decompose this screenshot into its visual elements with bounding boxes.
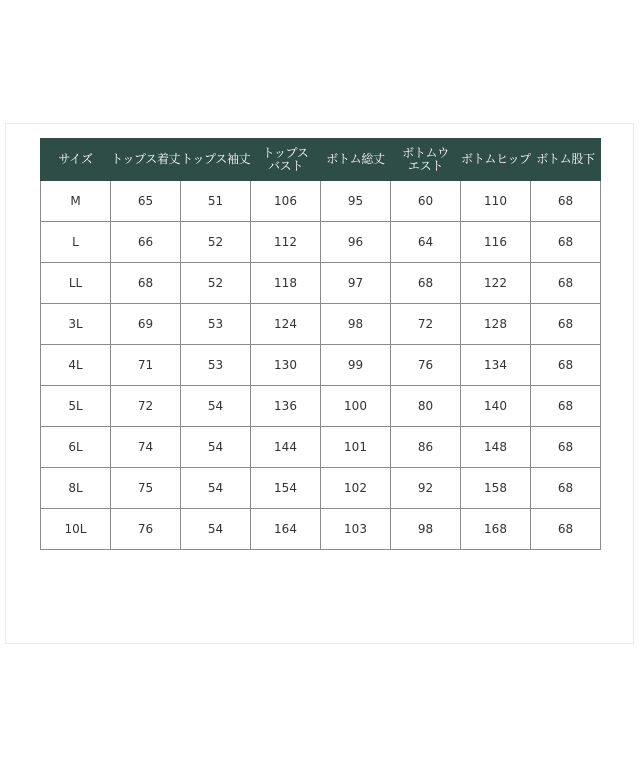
- cell-tops-sleeve: 54: [181, 427, 251, 468]
- cell-bottom-waist: 64: [391, 222, 461, 263]
- cell-tops-sleeve: 52: [181, 222, 251, 263]
- cell-tops-bust: 118: [251, 263, 321, 304]
- cell-tops-sleeve: 53: [181, 345, 251, 386]
- cell-size: 5L: [41, 386, 111, 427]
- cell-size: 4L: [41, 345, 111, 386]
- cell-bottom-hip: 116: [461, 222, 531, 263]
- cell-bottom-length: 101: [321, 427, 391, 468]
- cell-bottom-length: 97: [321, 263, 391, 304]
- table-body: [41, 181, 601, 550]
- cell-bottom-hip: 168: [461, 509, 531, 550]
- cell-bottom-length: 100: [321, 386, 391, 427]
- cell-tops-sleeve: 51: [181, 181, 251, 222]
- cell-bottom-waist: 68: [391, 263, 461, 304]
- cell-bottom-hip: 128: [461, 304, 531, 345]
- cell-bottom-inseam: 68: [531, 345, 601, 386]
- header-row: [41, 139, 601, 181]
- cell-tops-bust: 136: [251, 386, 321, 427]
- cell-bottom-hip: 122: [461, 263, 531, 304]
- cell-size: 6L: [41, 427, 111, 468]
- cell-tops-sleeve: 54: [181, 386, 251, 427]
- cell-tops-length: 71: [111, 345, 181, 386]
- cell-bottom-length: 96: [321, 222, 391, 263]
- header-size: サイズ: [41, 139, 111, 181]
- cell-bottom-hip: 140: [461, 386, 531, 427]
- cell-bottom-inseam: 68: [531, 386, 601, 427]
- cell-bottom-waist: 86: [391, 427, 461, 468]
- cell-tops-length: 66: [111, 222, 181, 263]
- cell-tops-sleeve: 54: [181, 468, 251, 509]
- table-row: [41, 468, 601, 509]
- cell-bottom-hip: 158: [461, 468, 531, 509]
- cell-bottom-length: 103: [321, 509, 391, 550]
- cell-size: 3L: [41, 304, 111, 345]
- cell-size: 10L: [41, 509, 111, 550]
- cell-bottom-waist: 98: [391, 509, 461, 550]
- cell-size: 8L: [41, 468, 111, 509]
- header-bottom-waist: ボトムウ エスト: [391, 139, 461, 181]
- table-row: [41, 345, 601, 386]
- cell-tops-length: 76: [111, 509, 181, 550]
- cell-bottom-hip: 134: [461, 345, 531, 386]
- cell-bottom-waist: 76: [391, 345, 461, 386]
- cell-tops-sleeve: 53: [181, 304, 251, 345]
- header-bottom-length: ボトム総丈: [321, 139, 391, 181]
- cell-bottom-inseam: 68: [531, 263, 601, 304]
- table-row: [41, 427, 601, 468]
- header-bottom-hip: ボトムヒップ: [461, 139, 531, 181]
- cell-bottom-inseam: 68: [531, 181, 601, 222]
- cell-tops-length: 69: [111, 304, 181, 345]
- cell-size: LL: [41, 263, 111, 304]
- cell-bottom-inseam: 68: [531, 468, 601, 509]
- cell-bottom-waist: 92: [391, 468, 461, 509]
- cell-bottom-inseam: 68: [531, 509, 601, 550]
- cell-tops-bust: 130: [251, 345, 321, 386]
- cell-tops-bust: 164: [251, 509, 321, 550]
- table-row: [41, 263, 601, 304]
- header-tops-sleeve: トップス袖丈: [181, 139, 251, 181]
- cell-bottom-hip: 148: [461, 427, 531, 468]
- cell-size: L: [41, 222, 111, 263]
- cell-tops-bust: 144: [251, 427, 321, 468]
- cell-tops-sleeve: 52: [181, 263, 251, 304]
- cell-bottom-waist: 80: [391, 386, 461, 427]
- table-row: [41, 509, 601, 550]
- cell-bottom-length: 95: [321, 181, 391, 222]
- cell-tops-length: 65: [111, 181, 181, 222]
- cell-tops-length: 72: [111, 386, 181, 427]
- table-row: [41, 181, 601, 222]
- cell-tops-sleeve: 54: [181, 509, 251, 550]
- cell-tops-bust: 106: [251, 181, 321, 222]
- header-tops-bust: トップス バスト: [251, 139, 321, 181]
- cell-bottom-inseam: 68: [531, 304, 601, 345]
- cell-size: M: [41, 181, 111, 222]
- cell-bottom-length: 98: [321, 304, 391, 345]
- cell-bottom-inseam: 68: [531, 222, 601, 263]
- cell-tops-bust: 112: [251, 222, 321, 263]
- cell-bottom-hip: 110: [461, 181, 531, 222]
- table-row: [41, 222, 601, 263]
- size-chart-table: [40, 138, 601, 550]
- table-row: [41, 304, 601, 345]
- cell-tops-bust: 154: [251, 468, 321, 509]
- cell-bottom-waist: 60: [391, 181, 461, 222]
- cell-bottom-length: 102: [321, 468, 391, 509]
- cell-bottom-inseam: 68: [531, 427, 601, 468]
- table-row: [41, 386, 601, 427]
- cell-tops-bust: 124: [251, 304, 321, 345]
- cell-bottom-waist: 72: [391, 304, 461, 345]
- cell-tops-length: 75: [111, 468, 181, 509]
- cell-bottom-length: 99: [321, 345, 391, 386]
- header-tops-length: トップス着丈: [111, 139, 181, 181]
- cell-tops-length: 74: [111, 427, 181, 468]
- cell-tops-length: 68: [111, 263, 181, 304]
- header-bottom-inseam: ボトム股下: [531, 139, 601, 181]
